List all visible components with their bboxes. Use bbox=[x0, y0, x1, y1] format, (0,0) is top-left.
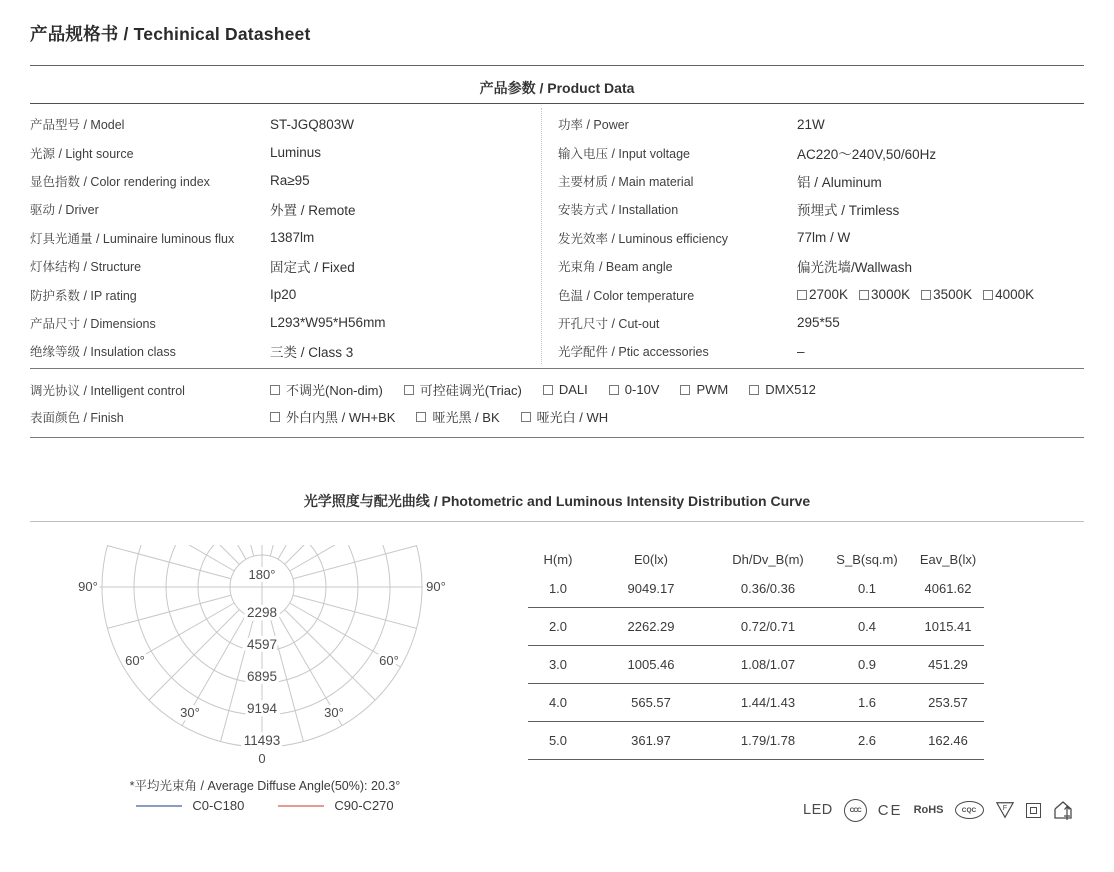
table-row bbox=[528, 646, 984, 684]
control-row bbox=[30, 376, 1084, 403]
control-row bbox=[30, 403, 1084, 430]
spec-value: 偏光洗墙/Wallwash bbox=[797, 260, 913, 276]
divider-line bbox=[30, 65, 1084, 66]
spec-label: 绝缘等级 / Insulation class bbox=[30, 345, 176, 360]
legend-item bbox=[136, 798, 244, 813]
page-title: 产品规格书 / Techinical Datasheet bbox=[30, 24, 311, 44]
spec-value: 77lm / W bbox=[797, 230, 851, 246]
option-label: 哑光黑 / BK bbox=[432, 410, 500, 425]
table-cell: 162.46 bbox=[912, 722, 984, 760]
checkbox-option bbox=[609, 382, 660, 397]
spec-value: Ra≥95 bbox=[270, 173, 310, 189]
photometric-section-title: 光学照度与配光曲线 / Photometric and Luminous Intensity Distribution Curve bbox=[303, 493, 811, 509]
control-label: 表面颜色 / Finish bbox=[30, 410, 124, 425]
svg-text:F: F bbox=[1002, 803, 1007, 812]
table-cell: 4061.62 bbox=[912, 570, 984, 608]
checkbox-icon bbox=[521, 412, 531, 422]
divider-line bbox=[30, 437, 1084, 438]
spec-row bbox=[558, 167, 1084, 195]
polar-grid-radial-line bbox=[293, 546, 417, 579]
control-finish-rows bbox=[30, 369, 1084, 430]
table-cell: 2.6 bbox=[822, 722, 912, 760]
checkbox-icon bbox=[921, 290, 931, 300]
spec-label: 输入电压 / Input voltage bbox=[558, 146, 691, 161]
table-cell: 2.0 bbox=[528, 608, 588, 646]
checkbox-icon bbox=[983, 290, 993, 300]
table-cell: 1.6 bbox=[822, 684, 912, 722]
product-spec-table bbox=[30, 104, 1084, 368]
polar-grid-radial-line bbox=[285, 610, 376, 701]
spec-label: 色温 / Color temperature bbox=[558, 288, 695, 303]
spec-label: 产品型号 / Model bbox=[30, 118, 125, 133]
spec-row bbox=[30, 195, 535, 223]
option-label: 可控硅调光(Triac) bbox=[419, 383, 522, 398]
spec-label: 功率 / Power bbox=[558, 118, 629, 133]
spec-row bbox=[30, 252, 535, 280]
table-cell: 253.57 bbox=[912, 684, 984, 722]
checkbox-option bbox=[921, 287, 972, 302]
ccc-mark-icon: CCC bbox=[844, 799, 867, 822]
column-header: Dh/Dv_B(m) bbox=[732, 551, 804, 567]
column-header: S_B(sq.m) bbox=[836, 551, 898, 567]
spec-row bbox=[558, 138, 1084, 166]
certification-icons bbox=[803, 797, 1074, 823]
option-label: 3500K bbox=[933, 287, 973, 303]
indoor-use-house-icon bbox=[1052, 799, 1074, 821]
spec-label: 驱动 / Driver bbox=[30, 203, 99, 218]
polar-grid-radial-line bbox=[278, 545, 342, 559]
spec-label: 光束角 / Beam angle bbox=[558, 260, 673, 275]
spec-row bbox=[558, 337, 1084, 365]
spec-label: 光源 / Light source bbox=[30, 146, 134, 161]
polar-radial-tick-label: 9194 bbox=[246, 701, 278, 716]
spec-label: 安装方式 / Installation bbox=[558, 203, 679, 218]
table-cell: 1.0 bbox=[528, 570, 588, 608]
spec-value: 1387lm bbox=[270, 230, 315, 246]
checkbox-option bbox=[416, 407, 499, 426]
spec-value: ST-JGQ803W bbox=[270, 116, 355, 132]
spec-value: 外置 / Remote bbox=[270, 203, 356, 219]
spec-value: AC220～240V,50/60Hz bbox=[797, 146, 937, 162]
polar-grid-radial-line bbox=[293, 595, 417, 628]
checkbox-icon bbox=[416, 412, 426, 422]
spec-column-left bbox=[30, 104, 535, 366]
checkbox-option bbox=[404, 380, 522, 399]
spec-value: L293*W95*H56mm bbox=[270, 315, 386, 331]
column-header: H(m) bbox=[543, 551, 573, 567]
spec-label: 灯具光通量 / Luminaire luminous flux bbox=[30, 231, 235, 246]
checkbox-icon bbox=[749, 385, 759, 395]
table-row bbox=[528, 608, 984, 646]
table-cell: 0.4 bbox=[822, 608, 912, 646]
polar-grid-radial-line bbox=[107, 546, 231, 579]
option-label: 4000K bbox=[995, 287, 1035, 303]
option-label: DMX512 bbox=[765, 382, 816, 397]
illuminance-table bbox=[528, 548, 984, 760]
spec-row bbox=[558, 110, 1084, 138]
polar-angle-label-30-left: 30° bbox=[180, 705, 200, 720]
table-cell: 9049.17 bbox=[588, 570, 714, 608]
control-options bbox=[270, 380, 816, 399]
divider-line bbox=[30, 521, 1084, 522]
polar-radial-tick-label: 2298 bbox=[246, 605, 278, 620]
checkbox-option bbox=[521, 407, 609, 426]
checkbox-icon bbox=[797, 290, 807, 300]
table-cell: 1.79/1.78 bbox=[714, 722, 822, 760]
table-cell: 3.0 bbox=[528, 646, 588, 684]
spec-value: Luminus bbox=[270, 145, 322, 161]
spec-value: 铝 / Aluminum bbox=[797, 174, 882, 190]
spec-value: 固定式 / Fixed bbox=[270, 260, 355, 276]
legend-label: C0-C180 bbox=[192, 798, 245, 813]
spec-value: 预埋式 / Trimless bbox=[797, 203, 900, 219]
checkbox-icon bbox=[270, 412, 280, 422]
table-cell: 1015.41 bbox=[912, 608, 984, 646]
spec-row bbox=[30, 337, 535, 365]
polar-grid-radial-line bbox=[149, 610, 240, 701]
spec-label: 开孔尺寸 / Cut-out bbox=[558, 316, 660, 331]
average-beam-angle-note: *平均光束角 / Average Diffuse Angle(50%): 20.3° bbox=[129, 779, 401, 793]
spec-row bbox=[558, 224, 1084, 252]
led-mark: LED bbox=[803, 802, 833, 818]
control-label: 调光协议 / Intelligent control bbox=[30, 383, 185, 398]
spec-label: 发光效率 / Luminous efficiency bbox=[558, 231, 728, 246]
polar-grid-radial-line bbox=[107, 595, 231, 628]
chart-legend bbox=[75, 798, 455, 813]
spec-value: 295*55 bbox=[797, 315, 840, 331]
table-cell: 0.1 bbox=[822, 570, 912, 608]
option-label: 不调光(Non-dim) bbox=[286, 383, 383, 398]
polar-radial-tick-label: 11493 bbox=[243, 733, 281, 748]
spec-row bbox=[558, 252, 1084, 280]
table-cell: 361.97 bbox=[588, 722, 714, 760]
table-cell: 0.9 bbox=[822, 646, 912, 684]
product-data-section-title: 产品参数 / Product Data bbox=[479, 80, 635, 96]
table-cell: 1.44/1.43 bbox=[714, 684, 822, 722]
polar-angle-label-90-left: 90° bbox=[78, 579, 98, 594]
cqc-mark-icon: CQC bbox=[955, 801, 984, 819]
legend-line-swatch bbox=[278, 805, 324, 807]
checkbox-option bbox=[543, 382, 588, 397]
option-label: 外白内黑 / WH+BK bbox=[286, 410, 396, 425]
checkbox-option bbox=[680, 382, 728, 397]
class-ii-inner-square bbox=[1030, 807, 1037, 814]
spec-value: 三类 / Class 3 bbox=[270, 345, 354, 361]
checkbox-option bbox=[983, 287, 1034, 302]
table-cell: 1005.46 bbox=[588, 646, 714, 684]
spec-label: 防护系数 / IP rating bbox=[30, 288, 137, 303]
illuminance-table-header bbox=[528, 548, 984, 570]
legend-item bbox=[278, 798, 393, 813]
checkbox-icon bbox=[859, 290, 869, 300]
spec-row bbox=[30, 280, 535, 308]
spec-label: 产品尺寸 / Dimensions bbox=[30, 316, 156, 331]
table-row bbox=[528, 684, 984, 722]
spec-row bbox=[30, 167, 535, 195]
checkbox-option bbox=[270, 380, 383, 399]
checkbox-option bbox=[749, 382, 816, 397]
control-options bbox=[270, 407, 608, 426]
polar-angle-label-60-right: 60° bbox=[379, 653, 399, 668]
spec-row bbox=[30, 309, 535, 337]
table-cell: 2262.29 bbox=[588, 608, 714, 646]
spec-label: 光学配件 / Ptic accessories bbox=[558, 345, 709, 360]
spec-label: 灯体结构 / Structure bbox=[30, 260, 142, 275]
polar-radial-tick-label: 4597 bbox=[246, 637, 278, 652]
spec-value: 21W bbox=[797, 116, 825, 132]
table-row bbox=[528, 722, 984, 760]
spec-row bbox=[558, 195, 1084, 223]
table-cell: 5.0 bbox=[528, 722, 588, 760]
table-cell: 565.57 bbox=[588, 684, 714, 722]
option-label: PWM bbox=[696, 382, 729, 397]
class-ii-insulation-icon bbox=[1026, 803, 1041, 818]
spec-row bbox=[30, 110, 535, 138]
polar-angle-label-60-left: 60° bbox=[125, 653, 145, 668]
polar-radial-tick-label: 6895 bbox=[246, 669, 278, 684]
table-row bbox=[528, 570, 984, 608]
option-label: 3000K bbox=[871, 287, 911, 303]
table-cell: 0.72/0.71 bbox=[714, 608, 822, 646]
spec-label: 主要材质 / Main material bbox=[558, 174, 694, 189]
checkbox-option bbox=[859, 287, 910, 302]
checkbox-icon bbox=[609, 385, 619, 395]
spec-label: 显色指数 / Color rendering index bbox=[30, 174, 210, 189]
checkbox-icon bbox=[270, 385, 280, 395]
checkbox-option bbox=[797, 287, 848, 302]
legend-label: C90-C270 bbox=[334, 798, 394, 813]
spec-row bbox=[30, 224, 535, 252]
rohs-mark: RoHS bbox=[913, 804, 944, 816]
checkbox-icon bbox=[404, 385, 414, 395]
polar-angle-label-0: 0 bbox=[258, 751, 266, 766]
spec-column-right bbox=[541, 108, 1084, 364]
table-cell: 0.36/0.36 bbox=[714, 570, 822, 608]
checkbox-icon bbox=[543, 385, 553, 395]
table-cell: 451.29 bbox=[912, 646, 984, 684]
legend-line-swatch bbox=[136, 805, 182, 807]
spec-value: – bbox=[797, 343, 805, 359]
column-header: E0(lx) bbox=[634, 551, 668, 567]
option-label: 哑光白 / WH bbox=[536, 410, 609, 425]
column-header: Eav_B(lx) bbox=[919, 551, 977, 567]
spec-value: Ip20 bbox=[270, 287, 297, 303]
option-label: 2700K bbox=[809, 287, 849, 303]
option-label: DALI bbox=[558, 382, 588, 397]
polar-grid-radial-line bbox=[182, 545, 246, 559]
polar-angle-label-180: 180° bbox=[248, 567, 276, 582]
polar-angle-label-90-right: 90° bbox=[426, 579, 446, 594]
photometric-polar-chart bbox=[75, 545, 455, 777]
checkbox-icon bbox=[680, 385, 690, 395]
ce-mark-icon: CE bbox=[877, 801, 903, 819]
table-cell: 4.0 bbox=[528, 684, 588, 722]
option-label: 0-10V bbox=[624, 382, 660, 397]
checkbox-option bbox=[270, 407, 395, 426]
spec-options bbox=[797, 287, 1034, 302]
spec-row bbox=[558, 309, 1084, 337]
table-cell: 1.08/1.07 bbox=[714, 646, 822, 684]
polar-angle-label-30-right: 30° bbox=[324, 705, 344, 720]
spec-row bbox=[30, 138, 535, 166]
spec-row bbox=[558, 280, 1084, 308]
f-mark-triangle-icon bbox=[995, 800, 1015, 820]
